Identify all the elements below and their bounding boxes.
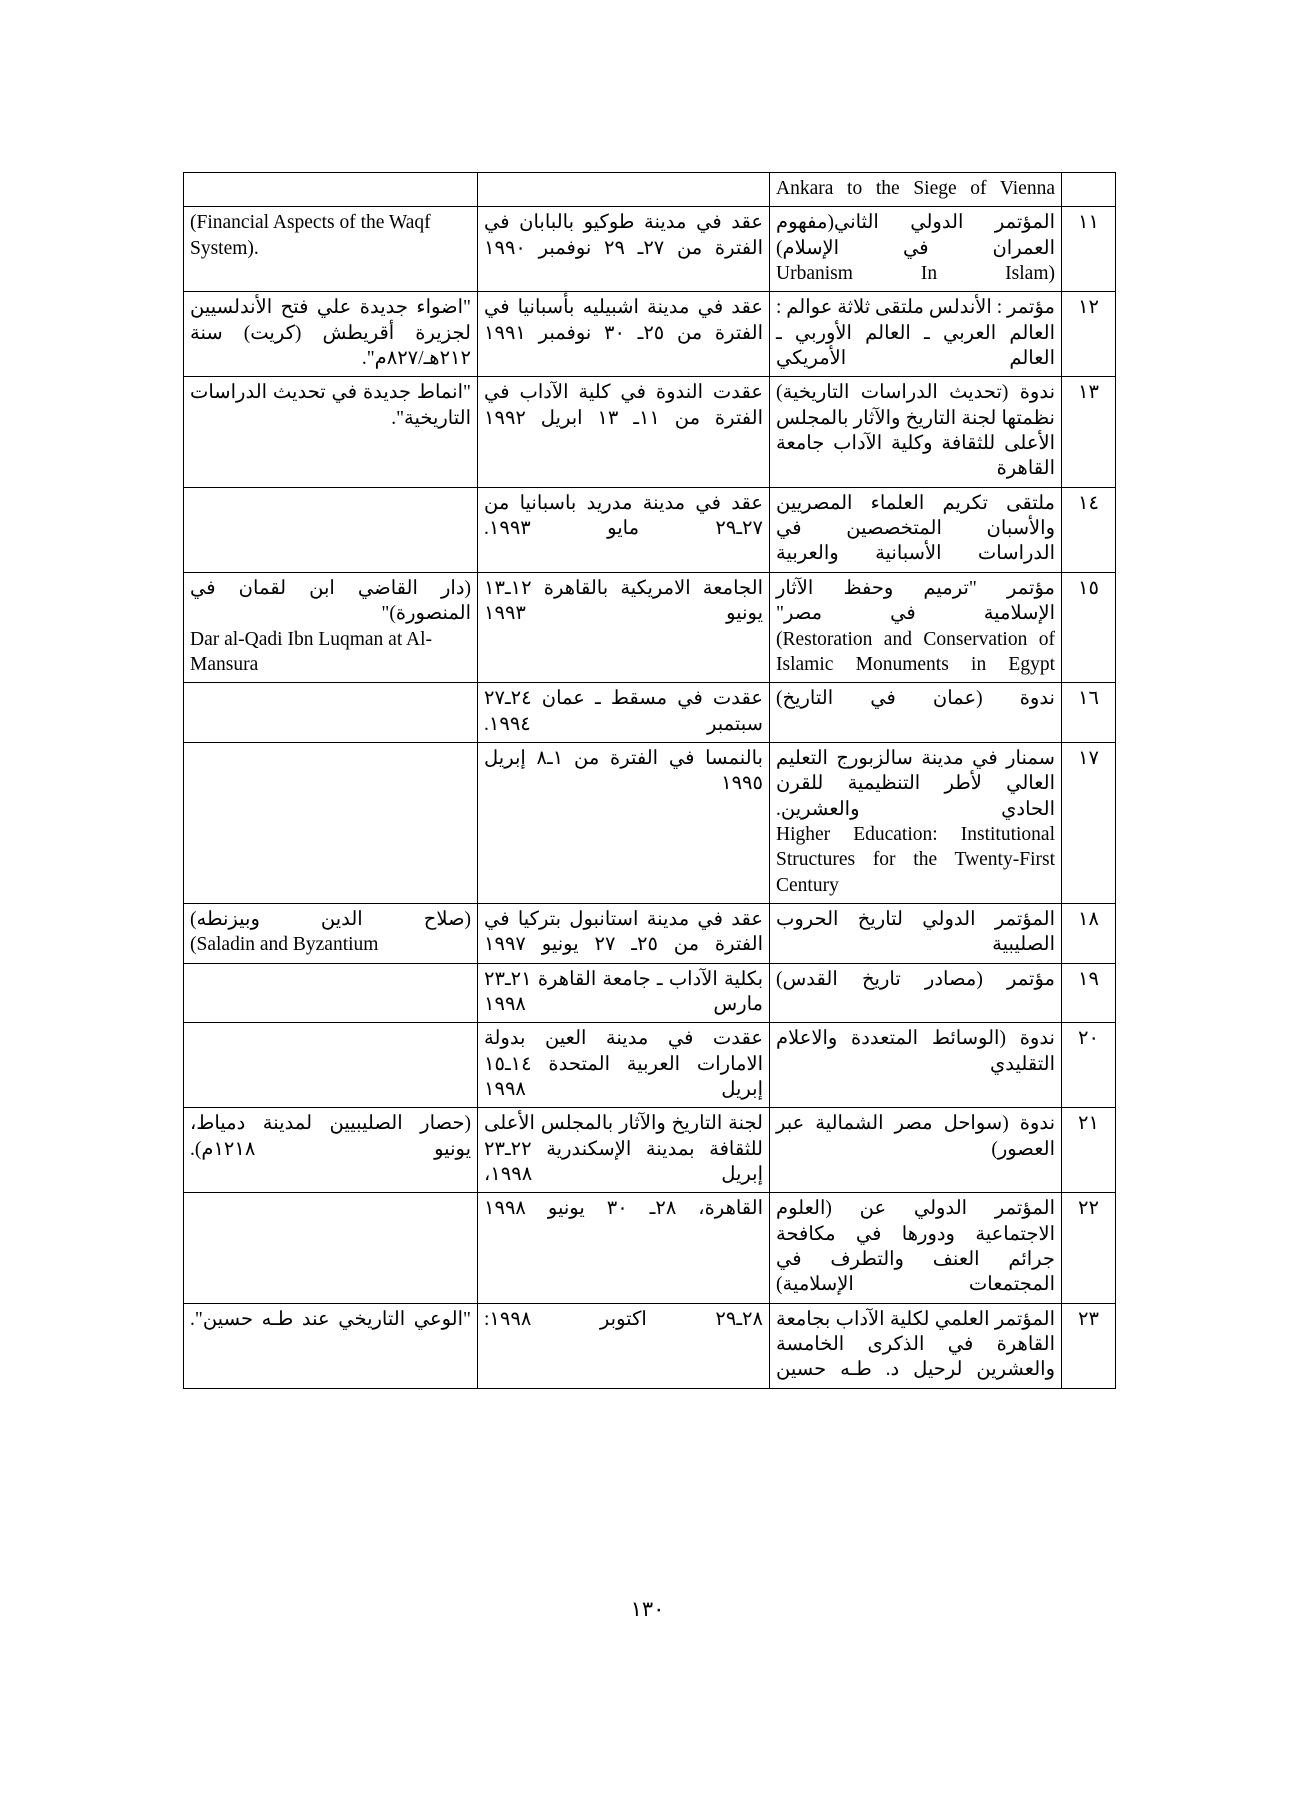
table-row	[184, 1303, 1116, 1388]
conference-note-arabic: (دار القاضي ابن لقمان في المنصورة)"	[190, 577, 471, 625]
table-row	[184, 963, 1116, 1023]
row-number: ١٧	[1062, 742, 1116, 903]
table-row	[184, 487, 1116, 572]
conference-name-latin: Higher Education: Institutional Structures for the Twenty-First Century	[776, 823, 1055, 896]
row-number: ١٢	[1062, 292, 1116, 377]
row-number	[1062, 173, 1116, 207]
conference-note	[184, 207, 478, 292]
table-row	[184, 742, 1116, 903]
conference-name: ندوة (عمان في التاريخ)	[770, 683, 1062, 743]
conference-place: ٢٨ـ٢٩ اكتوبر ١٩٩٨:	[478, 1303, 770, 1388]
conference-note: (حصار الصليبيين لمدينة دمياط، يونيو ١٢١٨م).	[184, 1108, 478, 1193]
row-number: ١٤	[1062, 487, 1116, 572]
conferences-table	[183, 172, 1116, 1389]
conference-name: ندوة (تحديث الدراسات التاريخية) نظمتها لجنة التاريخ والآثار بالمجلس الأعلى للثقافة وكلية الآداب جامعة القاهرة	[770, 377, 1062, 487]
conference-note: "انماط جديدة في تحديث الدراسات التاريخية".	[184, 377, 478, 487]
table-row	[184, 1108, 1116, 1193]
conference-name-arabic: مؤتمر "ترميم وحفظ الآثار الإسلامية في مصر"	[776, 577, 1055, 625]
table-row	[184, 683, 1116, 743]
conference-name: مؤتمر : الأندلس ملتقى ثلاثة عوالم : العالم العربي ـ العالم الأوربي ـ العالم الأمريكي	[770, 292, 1062, 377]
conference-note	[184, 903, 478, 963]
conference-place: عقدت في مدينة العين بدولة الامارات العربية المتحدة ١٤ـ١٥ إبريل ١٩٩٨	[478, 1023, 770, 1108]
conference-place: عقد في مدينة طوكيو بالبابان في الفترة من ٢٧ـ ٢٩ نوفمبر ١٩٩٠	[478, 207, 770, 292]
conference-name-latin: Ankara to the Siege of Vienna	[776, 178, 1055, 199]
conference-place: لجنة التاريخ والآثار بالمجلس الأعلى للثقافة بمدينة الإسكندرية ٢٢ـ٢٣ إبريل ١٩٩٨،	[478, 1108, 770, 1193]
conference-note	[184, 683, 478, 743]
conference-place: عقدت الندوة في كلية الآداب في الفترة من ١١ـ ١٣ ابريل ١٩٩٢	[478, 377, 770, 487]
row-number: ١٥	[1062, 572, 1116, 682]
conferences-table-wrapper	[184, 172, 1116, 1389]
conference-place: عقد في مدينة استانبول بتركيا في الفترة من ٢٥ـ ٢٧ يونيو ١٩٩٧	[478, 903, 770, 963]
row-number: ٢٢	[1062, 1193, 1116, 1303]
table-row	[184, 292, 1116, 377]
row-number: ١٦	[1062, 683, 1116, 743]
conference-place: عقد في مدينة اشبيليه بأسبانيا في الفترة من ٢٥ـ ٣٠ نوفمبر ١٩٩١	[478, 292, 770, 377]
row-number: ١١	[1062, 207, 1116, 292]
conference-name-latin: (Restoration and Conservation of Islamic Monuments in Egypt	[776, 628, 1055, 675]
conference-note	[184, 1023, 478, 1108]
conference-note	[184, 963, 478, 1023]
conference-name: المؤتمر العلمي لكلية الآداب بجامعة القاهرة في الذكرى الخامسة والعشرين لرحيل د. طـه حسين	[770, 1303, 1062, 1388]
conference-name	[770, 572, 1062, 682]
page-number: ١٣٠	[630, 1597, 665, 1621]
conference-place: بالنمسا في الفترة من ١ـ٨ إبريل ١٩٩٥	[478, 742, 770, 903]
conference-note	[184, 487, 478, 572]
conference-note	[184, 1193, 478, 1303]
table-row	[184, 207, 1116, 292]
row-number: ٢١	[1062, 1108, 1116, 1193]
conference-name: المؤتمر الدولي عن (العلوم الاجتماعية ودورها في مكافحة جرائم العنف والتطرف في المجتمعات الإسلامية)	[770, 1193, 1062, 1303]
conference-note	[184, 173, 478, 207]
conference-name: مؤتمر (مصادر تاريخ القدس)	[770, 963, 1062, 1023]
conference-name-arabic: المؤتمر الدولي الثاني(مفهوم العمران في الإسلام)	[776, 212, 1055, 259]
conference-name: ندوة (سواحل مصر الشمالية عبر العصور)	[770, 1108, 1062, 1193]
table-row	[184, 903, 1116, 963]
conference-note-arabic: (صلاح الدين وبيزنطه)	[190, 908, 471, 930]
table-row	[184, 1193, 1116, 1303]
conference-place: بكلية الآداب ـ جامعة القاهرة ٢١ـ٢٣ مارس ١٩٩٨	[478, 963, 770, 1023]
conference-note-latin: Dar al-Qadi Ibn Luqman at Al-Mansura	[190, 628, 433, 675]
table-row	[184, 572, 1116, 682]
conference-name: المؤتمر الدولي لتاريخ الحروب الصليبية	[770, 903, 1062, 963]
table-row	[184, 377, 1116, 487]
conference-place: الجامعة الامريكية بالقاهرة ١٢ـ١٣ يونيو ١٩٩٣	[478, 572, 770, 682]
conference-name: ندوة (الوسائط المتعددة والاعلام التقليدي	[770, 1023, 1062, 1108]
row-number: ٢٣	[1062, 1303, 1116, 1388]
conference-place	[478, 173, 770, 207]
conference-name: ملتقى تكريم العلماء المصريين والأسبان المتخصصين في الدراسات الأسبانية والعربية	[770, 487, 1062, 572]
conference-name	[770, 173, 1062, 207]
conference-note: "اضواء جديدة علي فتح الأندلسيين لجزيرة أقريطش (كريت) سنة ٢١٢هـ/٨٢٧م".	[184, 292, 478, 377]
conference-note: "الوعي التاريخي عند طـه حسين".	[184, 1303, 478, 1388]
conference-place: عقد في مدينة مدريد باسبانيا من ٢٧ـ٢٩ مايو ١٩٩٣.	[478, 487, 770, 572]
conference-name	[770, 742, 1062, 903]
table-row	[184, 1023, 1116, 1108]
conference-name-arabic: سمنار في مدينة سالزبورج التعليم العالي لأطر التنظيمية للقرن الحادي والعشرين.	[776, 747, 1055, 820]
conference-note-latin: (Financial Aspects of the Waqf System).	[190, 212, 431, 259]
conference-place: القاهرة، ٢٨ـ ٣٠ يونيو ١٩٩٨	[478, 1193, 770, 1303]
conference-note	[184, 742, 478, 903]
conference-name-latin: Urbanism In Islam)	[776, 263, 1055, 285]
row-number: ١٩	[1062, 963, 1116, 1023]
row-number: ١٨	[1062, 903, 1116, 963]
conference-note-latin: (Saladin and Byzantium	[190, 934, 379, 956]
row-number: ١٣	[1062, 377, 1116, 487]
conference-name	[770, 207, 1062, 292]
row-number: ٢٠	[1062, 1023, 1116, 1108]
conference-place: عقدت في مسقط ـ عمان ٢٤ـ٢٧ سبتمبر ١٩٩٤.	[478, 683, 770, 743]
table-row	[184, 173, 1116, 207]
conference-note	[184, 572, 478, 682]
